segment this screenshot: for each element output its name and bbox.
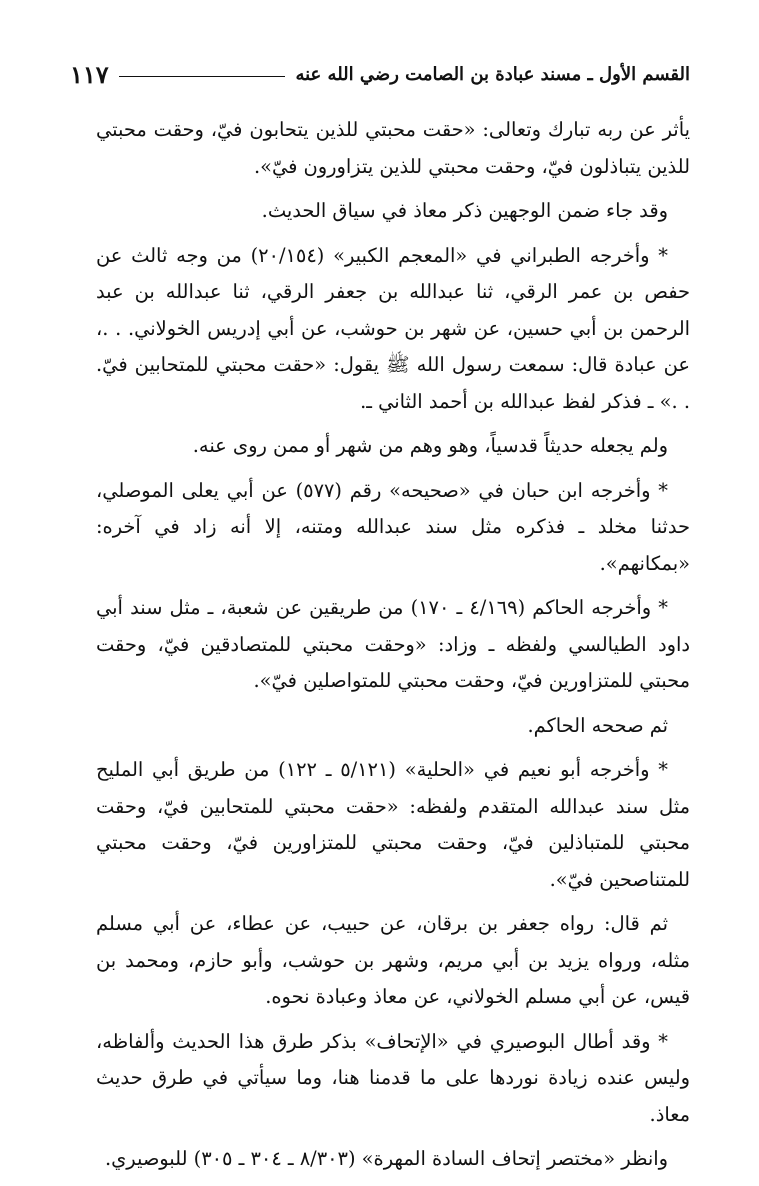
page-number: ١١٧	[70, 59, 109, 89]
paragraph: * وأخرجه الحاكم (٤/١٦٩ ـ ١٧٠) من طريقين عن شعبة، ـ مثل سند أبي داود الطيالسي ولفظه ـ وزاد: «وحقت محبتي للمتصادقين فيّ، وحقت محبتي للمتزاورين فيّ، وحقت محبتي للمتواصلين فيّ».	[96, 596, 690, 692]
paragraph: ثم صححه الحاكم.	[527, 713, 668, 737]
page-body	[96, 112, 690, 1186]
paragraph: * وقد أطال البوصيري في «الإتحاف» بذكر طرق هذا الحديث وألفاظه، وليس عنده زيادة نوردها على ما قدمنا هنا، وما سيأتي في طرق حديث معاذ.	[96, 1029, 690, 1126]
header-rule	[119, 76, 286, 77]
paragraph: ثم قال: رواه جعفر بن برقان، عن حبيب، عن عطاء، عن أبي مسلم مثله، ورواه يزيد بن أبي مريم، وشهر بن حوشب، وأبو حازم، ومحمد بن قيس، عن أبي مسلم الخولاني، عن معاذ وعبادة نحوه.	[96, 912, 690, 1008]
running-header-title: القسم الأول ـ مسند عبادة بن الصامت رضي الله عنه	[295, 63, 690, 85]
paragraph: وقد جاء ضمن الوجهين ذكر معاذ في سياق الحديث.	[261, 199, 668, 222]
paragraph: * وأخرجه ابن حبان في «صحيحه» رقم (٥٧٧) عن أبي يعلى الموصلي، حدثنا مخلد ـ فذكره مثل سند عبدالله ومتنه، إلا أنه زاد في آخره: «بمكانهم».	[96, 478, 690, 575]
paragraph: يأثر عن ربه تبارك وتعالى: «حقت محبتي للذين يتحابون فيّ، وحقت محبتي للذين يتباذلون فيّ، وحقت محبتي للذين يتزاورون فيّ».	[96, 118, 690, 178]
paragraph: * وأخرجه الطبراني في «المعجم الكبير» (٢٠/١٥٤) من وجه ثالث عن حفص بن عمر الرقي، ثنا عبدالله بن جعفر الرقي، ثنا عبدالله بن عبد الرحمن بن أبي حسين، عن شهر بن حوشب، عن أبي إدريس الخولاني. . .، عن عبادة قال: سمعت رسول الله ﷺ يقول: «حقت محبتي للمتحابين فيّ. . .» ـ فذكر لفظ عبدالله بن أحمد الثاني ـ.	[96, 243, 690, 413]
paragraph: * وأخرجه أبو نعيم في «الحلية» (٥/١٢١ ـ ١٢٢) من طريق أبي المليح مثل سند عبدالله المتقدم ولفظه: «حقت محبتي للمتحابين فيّ، وحقت محبتي للمتباذلين فيّ، وحقت محبتي للمتزاورين فيّ، وحقت محبتي للمتناصحين فيّ».	[96, 758, 690, 891]
paragraph: وانظر «مختصر إتحاف السادة المهرة» (٨/٣٠٣ ـ ٣٠٤ ـ ٣٠٥) للبوصيري.	[104, 1147, 668, 1170]
running-header	[70, 56, 690, 92]
paragraph: ولم يجعله حديثاً قدسياً، وهو وهم من شهر أو ممن روى عنه.	[192, 434, 668, 457]
